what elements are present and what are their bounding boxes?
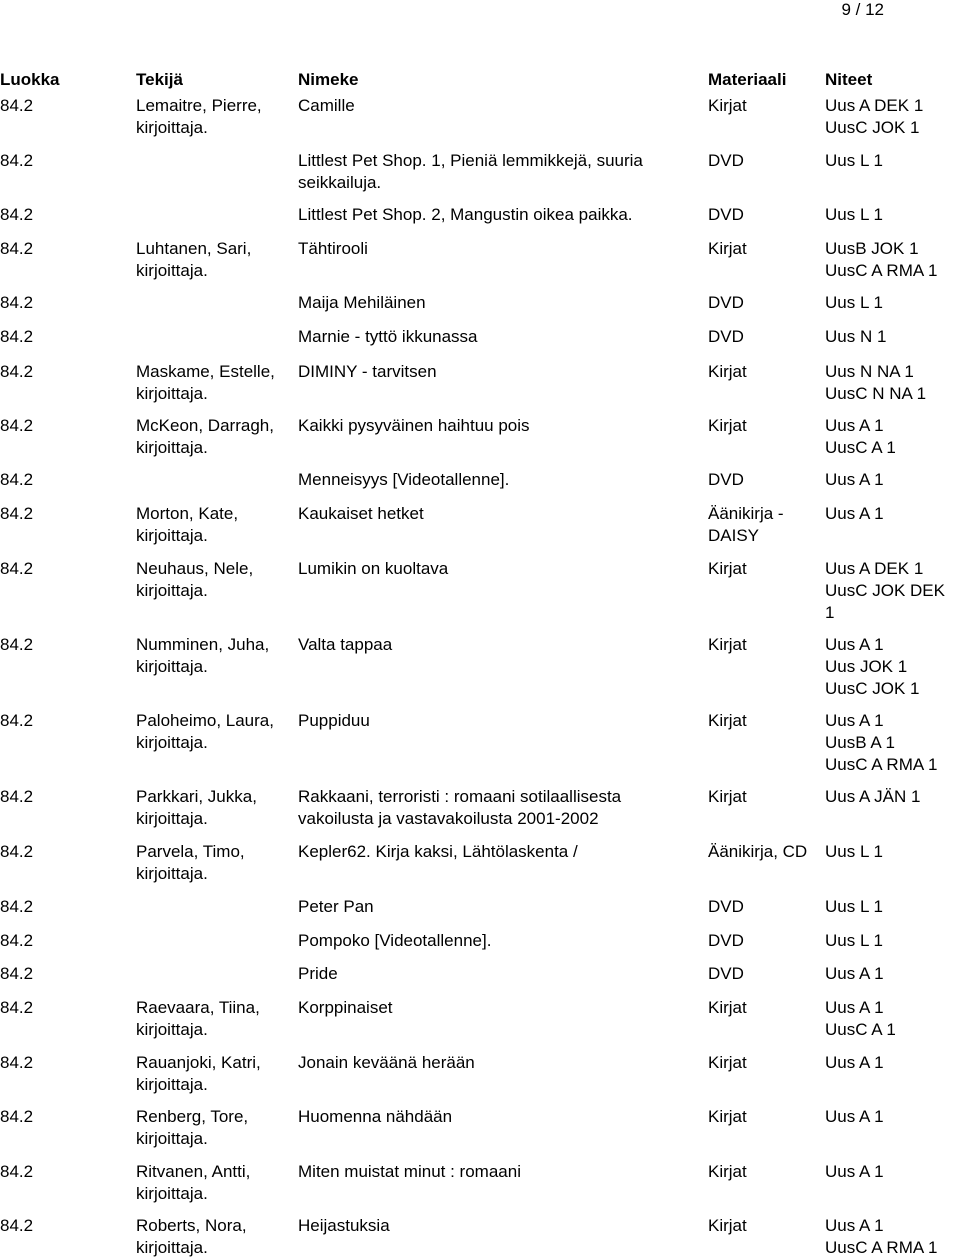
cell-tekija-line: kirjoittaja. — [136, 1075, 208, 1094]
cell-tekija-line: Rauanjoki, Katri, — [136, 1053, 261, 1072]
cell-niteet-line: Uus A DEK 1 — [825, 96, 924, 115]
cell-luokka: 84.2 — [0, 96, 34, 115]
cell-materiaali-line: Kirjat — [708, 1216, 747, 1235]
cell-tekija — [136, 634, 269, 678]
cell-nimeke — [298, 786, 621, 830]
cell-niteet — [825, 1106, 884, 1128]
cell-niteet — [825, 292, 883, 314]
cell-nimeke-line: Camille — [298, 96, 355, 115]
cell-luokka: 84.2 — [0, 327, 34, 346]
cell-luokka: 84.2 — [0, 1162, 34, 1181]
cell-nimeke-line: DIMINY - tarvitsen — [298, 362, 437, 381]
cell-nimeke-line: Miten muistat minut : romaani — [298, 1162, 521, 1181]
cell-niteet-line: UusC A RMA 1 — [825, 755, 938, 774]
cell-luokka: 84.2 — [0, 1216, 34, 1235]
cell-materiaali — [708, 95, 747, 117]
cell-materiaali-line: Kirjat — [708, 787, 747, 806]
cell-materiaali-line: Kirjat — [708, 362, 747, 381]
cell-niteet-line: Uus L 1 — [825, 293, 883, 312]
cell-tekija-line: Luhtanen, Sari, — [136, 239, 252, 258]
cell-niteet-line: UusC JOK 1 — [825, 118, 920, 137]
cell-materiaali — [708, 361, 747, 383]
cell-nimeke-line: Menneisyys [Videotallenne]. — [298, 470, 510, 489]
cell-nimeke-line: Pride — [298, 964, 338, 983]
cell-nimeke — [298, 469, 509, 491]
cell-materiaali-line: Kirjat — [708, 1053, 747, 1072]
cell-materiaali — [708, 238, 747, 260]
cell-tekija — [136, 238, 251, 282]
cell-nimeke-line: Lumikin on kuoltava — [298, 559, 449, 578]
cell-materiaali — [708, 930, 744, 952]
cell-niteet — [825, 841, 883, 863]
cell-niteet-line: Uus A 1 — [825, 711, 884, 730]
cell-luokka: 84.2 — [0, 931, 34, 950]
cell-niteet-line: UusC JOK DEK — [825, 581, 945, 600]
cell-nimeke — [298, 710, 370, 732]
cell-materiaali — [708, 503, 784, 547]
cell-nimeke — [298, 896, 374, 918]
cell-materiaali-line: Kirjat — [708, 635, 747, 654]
cell-materiaali-line: DVD — [708, 897, 744, 916]
cell-niteet-line: Uus A 1 — [825, 1053, 884, 1072]
cell-nimeke-line: Marnie - tyttö ikkunassa — [298, 327, 478, 346]
cell-tekija — [136, 415, 274, 459]
cell-niteet — [825, 963, 884, 985]
cell-tekija-line: kirjoittaja. — [136, 657, 208, 676]
cell-tekija — [136, 1215, 247, 1259]
cell-tekija-line: Roberts, Nora, — [136, 1216, 247, 1235]
cell-nimeke-line: Huomenna nähdään — [298, 1107, 453, 1126]
page-number: 9 / 12 — [841, 0, 884, 19]
cell-luokka: 84.2 — [0, 842, 34, 861]
cell-tekija-line: Ritvanen, Antti, — [136, 1162, 251, 1181]
cell-tekija-line: Neuhaus, Nele, — [136, 559, 254, 578]
header-niteet: Niteet — [825, 70, 873, 89]
cell-niteet — [825, 150, 883, 172]
cell-tekija — [136, 841, 245, 885]
cell-materiaali-line: DVD — [708, 470, 744, 489]
cell-materiaali — [708, 710, 747, 732]
cell-tekija-line: kirjoittaja. — [136, 864, 208, 883]
cell-nimeke — [298, 326, 478, 348]
cell-nimeke — [298, 1161, 521, 1183]
cell-niteet-line: UusB JOK 1 — [825, 239, 919, 258]
cell-luokka: 84.2 — [0, 293, 34, 312]
cell-nimeke — [298, 634, 392, 656]
cell-luokka: 84.2 — [0, 239, 34, 258]
header-materiaali: Materiaali — [708, 70, 787, 89]
cell-tekija-line: Paloheimo, Laura, — [136, 711, 274, 730]
cell-niteet-line: UusC JOK 1 — [825, 679, 920, 698]
cell-niteet-line: UusC A 1 — [825, 1020, 896, 1039]
cell-nimeke — [298, 95, 355, 117]
cell-niteet-line: Uus A 1 — [825, 998, 884, 1017]
cell-niteet — [825, 1161, 884, 1183]
cell-tekija-line: Parkkari, Jukka, — [136, 787, 257, 806]
cell-materiaali — [708, 204, 744, 226]
cell-luokka: 84.2 — [0, 897, 34, 916]
cell-materiaali-line: DAISY — [708, 526, 760, 545]
cell-niteet — [825, 95, 923, 139]
cell-niteet-line: Uus A DEK 1 — [825, 559, 924, 578]
cell-tekija-line: kirjoittaja. — [136, 1238, 208, 1257]
cell-materiaali-line: DVD — [708, 931, 744, 950]
cell-materiaali-line: DVD — [708, 293, 744, 312]
cell-luokka: 84.2 — [0, 559, 34, 578]
cell-tekija — [136, 503, 238, 547]
cell-niteet-line: Uus L 1 — [825, 931, 883, 950]
cell-materiaali — [708, 963, 744, 985]
cell-nimeke-line: Kepler62. Kirja kaksi, Lähtölaskenta / — [298, 842, 578, 861]
cell-tekija-line: McKeon, Darragh, — [136, 416, 274, 435]
cell-niteet-line: Uus A 1 — [825, 1162, 884, 1181]
cell-niteet — [825, 1052, 884, 1074]
cell-tekija-line: kirjoittaja. — [136, 809, 208, 828]
cell-tekija-line: kirjoittaja. — [136, 384, 208, 403]
cell-nimeke — [298, 204, 633, 226]
cell-niteet-line: 1 — [825, 603, 835, 622]
cell-materiaali-line: Kirjat — [708, 559, 747, 578]
cell-tekija — [136, 786, 257, 830]
cell-nimeke-line: Rakkaani, terroristi : romaani sotilaallisesta — [298, 787, 622, 806]
cell-niteet-line: UusC A 1 — [825, 438, 896, 457]
header-nimeke: Nimeke — [298, 70, 359, 89]
cell-tekija-line: kirjoittaja. — [136, 261, 208, 280]
cell-nimeke-line: Heijastuksia — [298, 1216, 390, 1235]
cell-materiaali — [708, 634, 747, 656]
cell-materiaali — [708, 469, 744, 491]
cell-tekija-line: kirjoittaja. — [136, 1129, 208, 1148]
cell-nimeke — [298, 1106, 452, 1128]
cell-nimeke — [298, 292, 426, 314]
cell-materiaali-line: DVD — [708, 964, 744, 983]
cell-materiaali — [708, 1106, 747, 1128]
cell-nimeke — [298, 930, 491, 952]
cell-luokka: 84.2 — [0, 362, 34, 381]
cell-niteet-line: Uus L 1 — [825, 151, 883, 170]
cell-nimeke — [298, 1215, 390, 1237]
cell-tekija-line: Morton, Kate, — [136, 504, 239, 523]
cell-niteet — [825, 558, 945, 624]
cell-nimeke — [298, 238, 368, 260]
cell-materiaali-line: Äänikirja, CD — [708, 842, 808, 861]
cell-nimeke-line: Kaikki pysyväinen haihtuu pois — [298, 416, 530, 435]
cell-niteet — [825, 415, 896, 459]
cell-nimeke-line: Korppinaiset — [298, 998, 393, 1017]
cell-materiaali-line: Kirjat — [708, 416, 747, 435]
cell-niteet-line: Uus JOK 1 — [825, 657, 908, 676]
cell-nimeke-line: seikkailuja. — [298, 173, 382, 192]
cell-tekija-line: Parvela, Timo, — [136, 842, 245, 861]
cell-materiaali-line: Kirjat — [708, 1107, 747, 1126]
cell-luokka: 84.2 — [0, 787, 34, 806]
cell-tekija-line: kirjoittaja. — [136, 581, 208, 600]
cell-nimeke-line: Maija Mehiläinen — [298, 293, 426, 312]
cell-materiaali-line: Kirjat — [708, 96, 747, 115]
cell-niteet — [825, 326, 886, 348]
cell-luokka: 84.2 — [0, 711, 34, 730]
cell-nimeke — [298, 558, 448, 580]
cell-tekija — [136, 1052, 261, 1096]
cell-niteet-line: Uus L 1 — [825, 897, 883, 916]
cell-tekija — [136, 997, 260, 1041]
cell-materiaali-line: Kirjat — [708, 1162, 747, 1181]
cell-niteet-line: Uus A 1 — [825, 504, 884, 523]
cell-niteet-line: Uus A 1 — [825, 1216, 884, 1235]
cell-luokka: 84.2 — [0, 635, 34, 654]
cell-nimeke — [298, 361, 437, 383]
cell-luokka: 84.2 — [0, 416, 34, 435]
cell-nimeke — [298, 415, 530, 437]
cell-materiaali-line: DVD — [708, 205, 744, 224]
cell-tekija-line: kirjoittaja. — [136, 118, 208, 137]
cell-niteet — [825, 204, 883, 226]
cell-niteet-line: Uus N 1 — [825, 327, 887, 346]
cell-nimeke — [298, 1052, 475, 1074]
cell-niteet-line: UusB A 1 — [825, 733, 895, 752]
cell-materiaali-line: DVD — [708, 151, 744, 170]
cell-niteet — [825, 503, 884, 525]
cell-materiaali — [708, 150, 744, 172]
cell-nimeke — [298, 997, 393, 1019]
cell-niteet-line: Uus L 1 — [825, 205, 883, 224]
cell-nimeke — [298, 150, 643, 194]
cell-niteet-line: Uus A 1 — [825, 635, 884, 654]
cell-tekija — [136, 361, 275, 405]
cell-niteet-line: UusC A RMA 1 — [825, 261, 938, 280]
cell-niteet — [825, 634, 919, 700]
cell-nimeke-line: Jonain keväänä herään — [298, 1053, 475, 1072]
cell-materiaali — [708, 1052, 747, 1074]
cell-niteet-line: UusC N NA 1 — [825, 384, 927, 403]
cell-tekija — [136, 1161, 250, 1205]
cell-materiaali — [708, 896, 744, 918]
cell-niteet — [825, 238, 937, 282]
cell-tekija — [136, 710, 274, 754]
cell-nimeke — [298, 963, 338, 985]
cell-niteet — [825, 1215, 937, 1259]
cell-tekija-line: Raevaara, Tiina, — [136, 998, 260, 1017]
cell-materiaali — [708, 841, 807, 863]
cell-materiaali — [708, 292, 744, 314]
cell-nimeke-line: Tähtirooli — [298, 239, 368, 258]
cell-niteet-line: UusC A RMA 1 — [825, 1238, 938, 1257]
header-tekija: Tekijä — [136, 70, 183, 89]
cell-tekija-line: kirjoittaja. — [136, 526, 208, 545]
cell-materiaali-line: DVD — [708, 327, 744, 346]
cell-niteet-line: Uus A 1 — [825, 964, 884, 983]
cell-luokka: 84.2 — [0, 504, 34, 523]
cell-materiaali — [708, 415, 747, 437]
cell-nimeke — [298, 841, 578, 863]
cell-tekija-line: Renberg, Tore, — [136, 1107, 249, 1126]
cell-tekija-line: kirjoittaja. — [136, 1184, 208, 1203]
cell-tekija-line: kirjoittaja. — [136, 1020, 208, 1039]
cell-niteet-line: Uus A JÄN 1 — [825, 787, 921, 806]
cell-tekija-line: Maskame, Estelle, — [136, 362, 275, 381]
cell-luokka: 84.2 — [0, 470, 34, 489]
cell-nimeke-line: Puppiduu — [298, 711, 370, 730]
cell-niteet-line: Uus N NA 1 — [825, 362, 914, 381]
cell-tekija — [136, 95, 262, 139]
cell-nimeke-line: Kaukaiset hetket — [298, 504, 424, 523]
cell-tekija-line: Numminen, Juha, — [136, 635, 270, 654]
cell-materiaali — [708, 1161, 747, 1183]
cell-niteet-line: Uus A 1 — [825, 416, 884, 435]
cell-materiaali-line: Äänikirja - — [708, 504, 784, 523]
cell-niteet-line: Uus A 1 — [825, 1107, 884, 1126]
header-luokka: Luokka — [0, 70, 60, 89]
cell-nimeke-line: Littlest Pet Shop. 1, Pieniä lemmikkejä, suuria — [298, 151, 643, 170]
cell-tekija-line: kirjoittaja. — [136, 438, 208, 457]
cell-nimeke-line: vakoilusta ja vastavakoilusta 2001-2002 — [298, 809, 599, 828]
cell-materiaali — [708, 997, 747, 1019]
cell-luokka: 84.2 — [0, 964, 34, 983]
cell-tekija — [136, 558, 253, 602]
cell-luokka: 84.2 — [0, 151, 34, 170]
cell-materiaali — [708, 558, 747, 580]
cell-niteet — [825, 786, 920, 808]
cell-luokka: 84.2 — [0, 205, 34, 224]
cell-niteet — [825, 930, 883, 952]
cell-luokka: 84.2 — [0, 1107, 34, 1126]
cell-niteet — [825, 710, 937, 776]
cell-materiaali — [708, 786, 747, 808]
cell-tekija-line: Lemaitre, Pierre, — [136, 96, 262, 115]
cell-luokka: 84.2 — [0, 1053, 34, 1072]
cell-materiaali-line: Kirjat — [708, 239, 747, 258]
cell-nimeke — [298, 503, 424, 525]
cell-niteet-line: Uus A 1 — [825, 470, 884, 489]
cell-niteet — [825, 361, 926, 405]
cell-nimeke-line: Valta tappaa — [298, 635, 393, 654]
cell-tekija-line: kirjoittaja. — [136, 733, 208, 752]
cell-materiaali-line: Kirjat — [708, 998, 747, 1017]
cell-niteet — [825, 997, 896, 1041]
cell-materiaali — [708, 1215, 747, 1237]
cell-tekija — [136, 1106, 248, 1150]
cell-niteet-line: Uus L 1 — [825, 842, 883, 861]
cell-nimeke-line: Littlest Pet Shop. 2, Mangustin oikea paikka. — [298, 205, 633, 224]
cell-niteet — [825, 896, 883, 918]
cell-materiaali — [708, 326, 744, 348]
cell-materiaali-line: Kirjat — [708, 711, 747, 730]
cell-luokka: 84.2 — [0, 998, 34, 1017]
cell-nimeke-line: Peter Pan — [298, 897, 374, 916]
cell-niteet — [825, 469, 884, 491]
cell-nimeke-line: Pompoko [Videotallenne]. — [298, 931, 492, 950]
